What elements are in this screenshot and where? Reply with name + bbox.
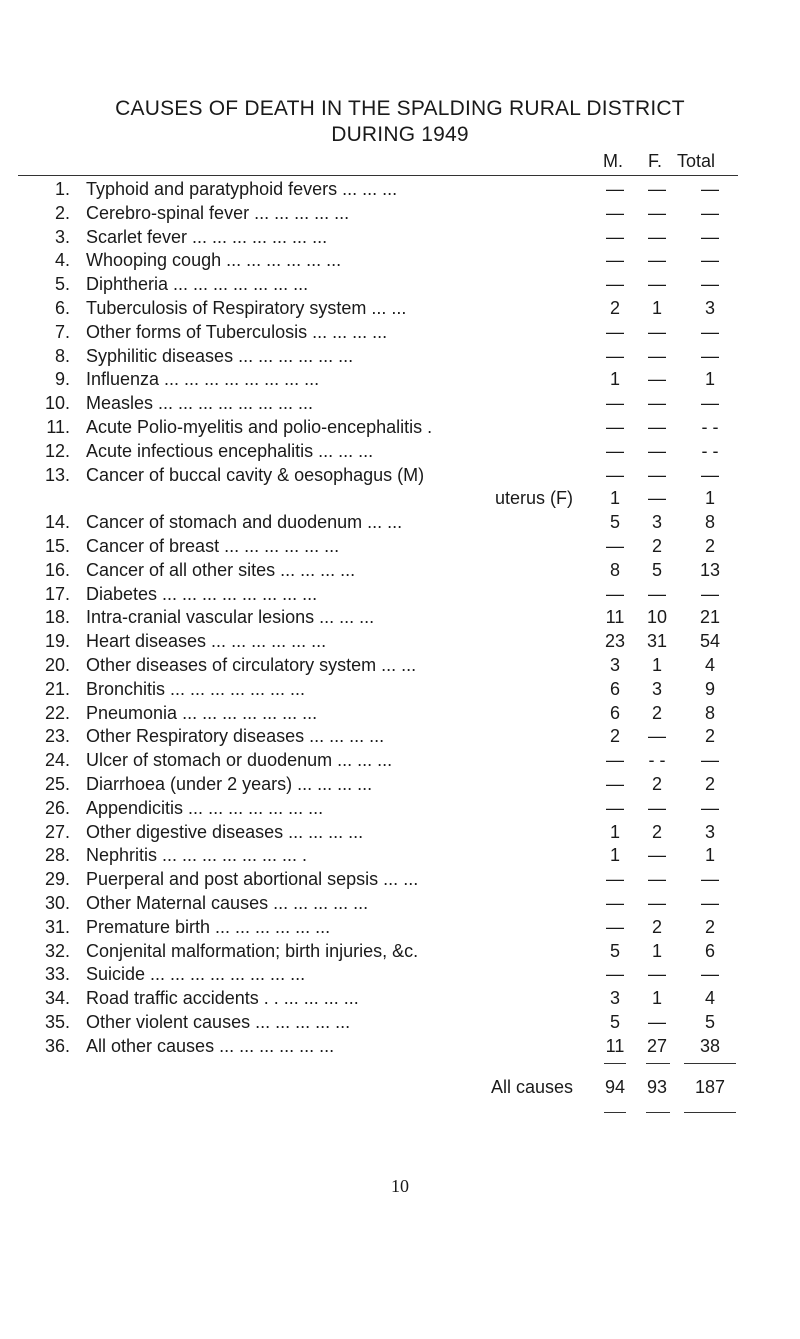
table-row [0, 273, 800, 297]
cause-label: Cancer of stomach and duodenum ... ... [86, 512, 403, 533]
table-row [0, 345, 800, 369]
female-count: — [648, 869, 666, 890]
row-number: 3. [54, 226, 70, 247]
table-row [0, 440, 800, 464]
row-number: 23. [44, 726, 70, 747]
total-count: — [701, 226, 719, 247]
male-count: — [606, 892, 624, 913]
row-number: 19. [44, 631, 70, 652]
table-row [0, 583, 800, 607]
header-divider [18, 175, 738, 176]
cause-label: Other Respiratory diseases ... ... ... ... [86, 726, 385, 747]
female-count: — [648, 488, 666, 509]
female-count: 1 [651, 988, 662, 1009]
female-count: — [648, 321, 666, 342]
row-number: 15. [44, 535, 70, 556]
cause-label: Influenza ... ... ... ... ... ... ... ... [86, 369, 320, 390]
table-row [0, 202, 800, 226]
table-row [0, 178, 800, 202]
total-count: — [701, 274, 719, 295]
male-count: 6 [609, 702, 620, 723]
female-count: — [648, 416, 666, 437]
female-count: — [648, 892, 666, 913]
page-subtitle: DURING 1949 [331, 123, 469, 146]
total-count: 6 [704, 940, 715, 961]
female-count: — [648, 250, 666, 271]
table-row [0, 321, 800, 345]
male-count: — [606, 250, 624, 271]
male-count: — [606, 583, 624, 604]
table-row [0, 702, 800, 726]
male-count: — [606, 535, 624, 556]
totals-row [0, 1075, 800, 1099]
male-count: 11 [605, 607, 625, 628]
row-number: 25. [44, 773, 70, 794]
female-count: 10 [646, 607, 668, 628]
total-count: 2 [704, 726, 715, 747]
total-underline-female [646, 1112, 670, 1113]
total-count: 3 [704, 297, 715, 318]
table-row [0, 678, 800, 702]
row-number: 22. [44, 702, 70, 723]
row-number: 20. [44, 654, 70, 675]
totals-male: 94 [604, 1077, 626, 1097]
row-number: 29. [44, 869, 70, 890]
female-count: 3 [651, 512, 662, 533]
male-count: — [606, 464, 624, 485]
total-count: 2 [704, 916, 715, 937]
male-count: — [606, 797, 624, 818]
causes-table [0, 178, 800, 1058]
row-number: 6. [54, 297, 70, 318]
male-count: 6 [609, 678, 620, 699]
female-count: 1 [651, 297, 662, 318]
totals-total: 187 [694, 1077, 726, 1097]
cause-label: Diabetes ... ... ... ... ... ... ... ... [86, 583, 318, 604]
female-count: 2 [651, 916, 662, 937]
column-header-total: Total [677, 151, 716, 171]
row-number: 14. [44, 512, 70, 533]
total-count: 4 [704, 988, 715, 1009]
total-underline-total [684, 1112, 736, 1113]
male-count: — [606, 321, 624, 342]
male-count: 1 [609, 821, 620, 842]
total-count: 9 [704, 678, 715, 699]
total-count: — [701, 321, 719, 342]
total-count: — [701, 393, 719, 414]
cause-label: Diarrhoea (under 2 years) ... ... ... ... [86, 773, 373, 794]
row-number: 1. [54, 179, 70, 199]
male-count: — [606, 773, 624, 794]
male-count: — [606, 345, 624, 366]
cause-label: Appendicitis ... ... ... ... ... ... ... [86, 797, 324, 818]
cause-label: Ulcer of stomach or duodenum ... ... ... [86, 750, 393, 771]
total-count: — [701, 202, 719, 223]
female-count: — [648, 369, 666, 390]
cause-label: Typhoid and paratyphoid fevers ... ... ... [86, 179, 398, 199]
table-row [0, 297, 800, 321]
cause-label: Tuberculosis of Respiratory system ... ... [86, 297, 407, 318]
table-row [0, 868, 800, 892]
male-count: — [606, 274, 624, 295]
male-count: 8 [609, 559, 620, 580]
female-count: — [648, 393, 666, 414]
cause-label: Cancer of all other sites ... ... ... ... [86, 559, 356, 580]
total-count: - - [701, 416, 719, 437]
row-number: 12. [44, 440, 70, 461]
total-count: 13 [699, 559, 721, 580]
table-row [0, 725, 800, 749]
male-count: — [606, 226, 624, 247]
row-number: 11. [46, 416, 70, 437]
female-count: 2 [651, 535, 662, 556]
table-row [0, 392, 800, 416]
page-number: 10 [391, 1176, 409, 1196]
column-header-female: F. [648, 151, 663, 171]
cause-label: Pneumonia ... ... ... ... ... ... ... [86, 702, 318, 723]
total-count: 1 [704, 845, 715, 866]
cause-label: Intra-cranial vascular lesions ... ... ... [86, 607, 375, 628]
male-count: 5 [609, 512, 620, 533]
cause-label: Cerebro-spinal fever ... ... ... ... ... [86, 202, 350, 223]
cause-label: Other forms of Tuberculosis ... ... ... ... [86, 321, 388, 342]
total-count: 38 [699, 1035, 721, 1056]
table-row [0, 749, 800, 773]
female-count: — [648, 964, 666, 985]
cause-label: Diphtheria ... ... ... ... ... ... ... [86, 274, 309, 295]
row-number: 36. [44, 1035, 70, 1056]
female-count: — [648, 845, 666, 866]
total-count: — [701, 179, 719, 199]
table-row [0, 1011, 800, 1035]
male-count: — [606, 869, 624, 890]
male-count: 23 [604, 631, 626, 652]
female-count: 2 [651, 773, 662, 794]
female-count: — [648, 1011, 666, 1032]
male-count: 1 [609, 845, 620, 866]
male-count: — [606, 964, 624, 985]
total-count: 3 [704, 821, 715, 842]
cause-label: Other Maternal causes ... ... ... ... ... [86, 892, 369, 913]
table-row [0, 226, 800, 250]
cause-label: Other violent causes ... ... ... ... ... [86, 1011, 351, 1032]
table-row [0, 892, 800, 916]
total-count: — [701, 464, 719, 485]
cause-label: Suicide ... ... ... ... ... ... ... ... [86, 964, 306, 985]
total-count: 21 [699, 607, 721, 628]
row-number: 18. [44, 607, 70, 628]
table-row [0, 487, 800, 511]
row-number: 17. [44, 583, 70, 604]
male-count: 1 [609, 369, 620, 390]
total-count: — [701, 869, 719, 890]
cause-label: Scarlet fever ... ... ... ... ... ... ... [86, 226, 328, 247]
table-row [0, 368, 800, 392]
cause-label: Syphilitic diseases ... ... ... ... ... ... [86, 345, 354, 366]
female-count: - - [648, 750, 666, 771]
female-count: 3 [651, 678, 662, 699]
table-row [0, 535, 800, 559]
table-row [0, 987, 800, 1011]
female-count: 27 [646, 1035, 668, 1056]
row-number: 13. [44, 464, 70, 485]
page-title: CAUSES OF DEATH IN THE SPALDING RURAL DISTRICT [115, 97, 685, 120]
cause-label: Measles ... ... ... ... ... ... ... ... [86, 393, 314, 414]
male-count: — [606, 916, 624, 937]
table-row [0, 844, 800, 868]
male-count: 5 [609, 1011, 620, 1032]
cause-label: Nephritis ... ... ... ... ... ... ... . [86, 845, 308, 866]
row-number: 30. [44, 892, 70, 913]
female-count: — [648, 274, 666, 295]
female-count: — [648, 345, 666, 366]
male-count: — [606, 393, 624, 414]
row-number: 32. [44, 940, 70, 961]
total-count: — [701, 250, 719, 271]
total-count: 5 [704, 1011, 715, 1032]
female-count: — [648, 440, 666, 461]
table-row [0, 654, 800, 678]
totals-label: All causes [490, 1077, 573, 1097]
total-count: — [701, 750, 719, 771]
total-count: 8 [704, 512, 715, 533]
cause-label: Whooping cough ... ... ... ... ... ... [86, 250, 342, 271]
row-number: 10. [44, 393, 70, 414]
female-count: — [648, 179, 666, 199]
row-number: 7. [54, 321, 70, 342]
total-count: 2 [704, 773, 715, 794]
cause-label: Other digestive diseases ... ... ... ... [86, 821, 364, 842]
male-count: 2 [609, 297, 620, 318]
total-count: 1 [704, 488, 715, 509]
male-count: — [606, 179, 624, 199]
total-count: 2 [704, 535, 715, 556]
row-number: 27. [44, 821, 70, 842]
cause-label: Cancer of breast ... ... ... ... ... ... [86, 535, 340, 556]
male-count: 3 [609, 988, 620, 1009]
row-number: 31. [44, 916, 70, 937]
table-row [0, 916, 800, 940]
cause-label: Conjenital malformation; birth injuries, &c. [86, 940, 419, 961]
cause-label: All other causes ... ... ... ... ... ... [86, 1035, 335, 1056]
cause-label: Cancer of buccal cavity & oesophagus (M) [86, 464, 425, 485]
row-number: 26. [44, 797, 70, 818]
sum-rule-male [604, 1063, 626, 1064]
female-count: 1 [651, 654, 662, 675]
female-count: — [648, 797, 666, 818]
total-count: 54 [699, 631, 721, 652]
cause-label: Puerperal and post abortional sepsis ... ... [86, 869, 419, 890]
row-number: 9. [54, 369, 70, 390]
total-count: — [701, 583, 719, 604]
total-count: 4 [704, 654, 715, 675]
male-count: 11 [605, 1035, 625, 1056]
table-row [0, 773, 800, 797]
table-row [0, 963, 800, 987]
cause-label: uterus (F) [494, 488, 573, 509]
female-count: — [648, 726, 666, 747]
male-count: — [606, 416, 624, 437]
female-count: 2 [651, 702, 662, 723]
cause-label: Bronchitis ... ... ... ... ... ... ... [86, 678, 306, 699]
table-row [0, 606, 800, 630]
row-number: 21. [44, 678, 70, 699]
male-count: 3 [609, 654, 620, 675]
female-count: — [648, 202, 666, 223]
table-row [0, 821, 800, 845]
female-count: 31 [646, 631, 668, 652]
row-number: 28. [44, 845, 70, 866]
table-row [0, 1035, 800, 1059]
row-number: 2. [54, 202, 70, 223]
female-count: — [648, 464, 666, 485]
table-row [0, 630, 800, 654]
row-number: 16. [44, 559, 70, 580]
total-underline-male [604, 1112, 626, 1113]
column-header-male: M. [603, 151, 623, 171]
table-row [0, 559, 800, 583]
row-number: 8. [54, 345, 70, 366]
sum-rule-female [646, 1063, 670, 1064]
cause-label: Premature birth ... ... ... ... ... ... [86, 916, 331, 937]
table-row [0, 416, 800, 440]
total-count: 8 [704, 702, 715, 723]
male-count: — [606, 750, 624, 771]
row-number: 5. [54, 274, 70, 295]
cause-label: Heart diseases ... ... ... ... ... ... [86, 631, 327, 652]
female-count: 5 [651, 559, 662, 580]
cause-label: Road traffic accidents . . ... ... ... ... [86, 988, 359, 1009]
table-row [0, 249, 800, 273]
male-count: 5 [609, 940, 620, 961]
sum-rule-total [684, 1063, 736, 1064]
female-count: — [648, 583, 666, 604]
male-count: — [606, 202, 624, 223]
row-number: 24. [44, 750, 70, 771]
totals-female: 93 [646, 1077, 668, 1097]
total-count: 1 [704, 369, 715, 390]
total-count: — [701, 892, 719, 913]
cause-label: Acute infectious encephalitis ... ... ... [86, 440, 374, 461]
male-count: — [606, 440, 624, 461]
male-count: 1 [609, 488, 620, 509]
row-number: 35. [44, 1011, 70, 1032]
male-count: 2 [609, 726, 620, 747]
table-row [0, 511, 800, 535]
row-number: 33. [44, 964, 70, 985]
row-number: 34. [44, 988, 70, 1009]
female-count: 2 [651, 821, 662, 842]
total-count: — [701, 797, 719, 818]
total-count: — [701, 964, 719, 985]
table-row [0, 464, 800, 488]
female-count: 1 [651, 940, 662, 961]
cause-label: Other diseases of circulatory system ... ... [86, 654, 417, 675]
total-count: - - [701, 440, 719, 461]
row-number: 4. [54, 250, 70, 271]
female-count: — [648, 226, 666, 247]
total-count: — [701, 345, 719, 366]
table-row [0, 940, 800, 964]
cause-label: Acute Polio-myelitis and polio-encephalitis . [86, 416, 433, 437]
table-row [0, 797, 800, 821]
